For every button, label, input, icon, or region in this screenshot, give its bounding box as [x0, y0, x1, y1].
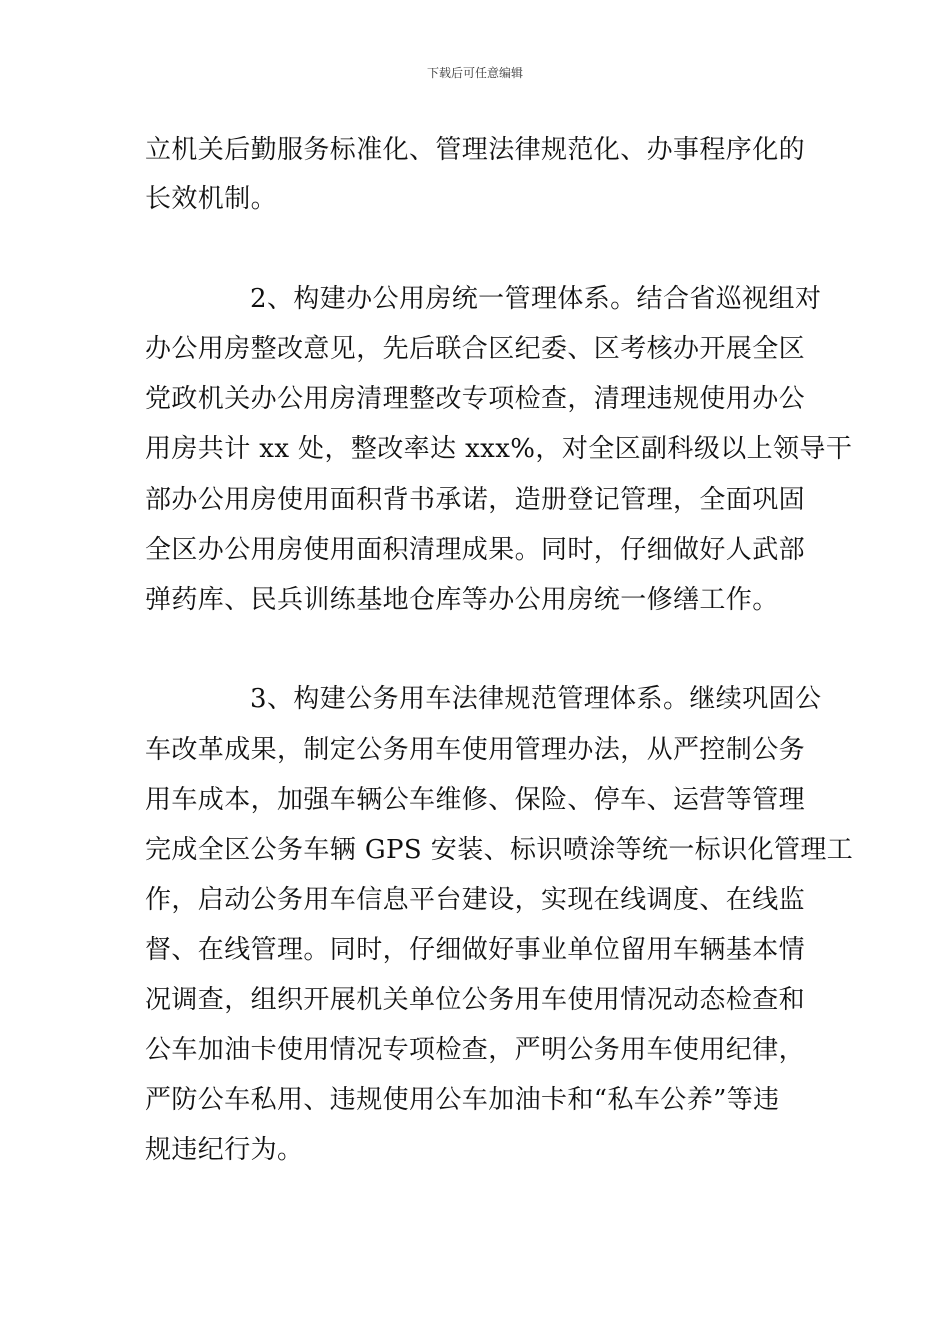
- text-line: 用车成本，加强车辆公车维修、保险、停车、运营等管理: [145, 785, 806, 815]
- text-line: 长效机制。: [145, 184, 278, 214]
- text-line: 3、构建公务用车法律规范管理体系。继续巩固公: [250, 684, 822, 714]
- page-header: 下载后可任意编辑: [426, 66, 523, 80]
- text-line: 况调查，组织开展机关单位公务用车使用情况动态检查和: [145, 985, 806, 1015]
- text-line: 2、构建办公用房统一管理体系。结合省巡视组对: [250, 284, 822, 314]
- text-line: 公车加油卡使用情况专项检查，严明公务用车使用纪律，: [145, 1035, 806, 1065]
- text-line: 督、在线管理。同时，仔细做好事业单位留用车辆基本情: [145, 935, 806, 965]
- text-line: 全区办公用房使用面积清理成果。同时，仔细做好人武部: [145, 535, 806, 565]
- text-line: 车改革成果，制定公务用车使用管理办法，从严控制公务: [145, 735, 806, 765]
- text-line: 作，启动公务用车信息平台建设，实现在线调度、在线监: [145, 885, 806, 915]
- text-line: 规违纪行为。: [145, 1135, 304, 1165]
- text-line: 部办公用房使用面积背书承诺，造册登记管理，全面巩固: [145, 485, 806, 515]
- text-line: 完成全区公务车辆 GPS 安装、标识喷涂等统一标识化管理工: [145, 835, 854, 865]
- text-line: 严防公车私用、违规使用公车加油卡和“私车公养”等违: [145, 1085, 780, 1115]
- text-line: 党政机关办公用房清理整改专项检查，清理违规使用办公: [145, 384, 806, 414]
- text-line: 弹药库、民兵训练基地仓库等办公用房统一修缮工作。: [145, 585, 779, 615]
- text-line: 办公用房整改意见，先后联合区纪委、区考核办开展全区: [145, 334, 806, 364]
- text-line: 立机关后勤服务标准化、管理法律规范化、办事程序化的: [145, 135, 806, 165]
- text-line: 用房共计 xx 处，整改率达 xxx%，对全区副科级以上领导干: [145, 434, 853, 464]
